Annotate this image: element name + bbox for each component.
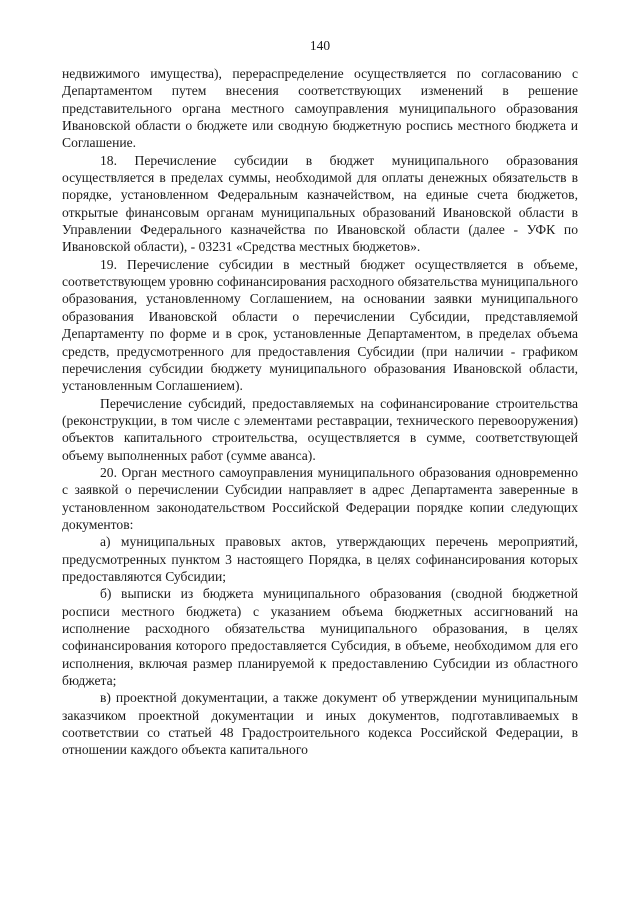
paragraph-item-a: а) муниципальных правовых актов, утверждающих перечень мероприятий, предусмотренных пунктом 3 настоящего Порядка, в целях софинансирования которых предоставляются Субсидии; [62, 534, 578, 584]
paragraph-clause-19: 19. Перечисление субсидии в местный бюджет осуществляется в объеме, соответствующем уровню софинансирования расходного обязательства муниципального образования, установленному Соглашением, на основании заявки муниципального образования Ивановской области о перечислении Субсидии, представляемой Департаменту по форме и в срок, установленные Департаментом, в пределах объема средств, предусмотренного для предоставления Субсидии (при наличии - графиком перечисления субсидии бюджету муниципального образования Ивановской области, установленным Соглашением). [62, 256, 578, 394]
paragraph-clause-18: 18. Перечисление субсидии в бюджет муниципального образования осуществляется в пределах суммы, необходимой для оплаты денежных обязательств в порядке, установленном Федеральным казначейством, на единые счета бюджетов, открытые финансовым органам муниципальных образований Ивановской области в Управлении Федерального казначейства по Ивановской области (далее - УФК по Ивановской области), - 03231 «Средства местных бюджетов». [62, 152, 578, 255]
paragraph-item-b: б) выписки из бюджета муниципального образования (сводной бюджетной росписи местного бюджета) с указанием объема бюджетных ассигнований на исполнение расходного обязательства муниципального образования, в целях софинансирования которого предоставляется Субсидия, в объеме, необходимом для его исполнения, включая размер планируемой к предоставлению Субсидии из областного бюджета; [62, 586, 578, 689]
paragraph-clause-20: 20. Орган местного самоуправления муниципального образования одновременно с заявкой о перечислении Субсидии направляет в адрес Департамента заверенные в установленном законодательством Российской Федерации порядке копии следующих документов: [62, 464, 578, 532]
paragraph-item-v: в) проектной документации, а также документ об утверждении муниципальным заказчиком проектной документации и иных документов, подготавливаемых в соответствии со статьей 48 Градостроительного кодекса Российской Федерации, в отношении каждого объекта капитального [62, 690, 578, 758]
document-body [62, 65, 578, 759]
page-number: 140 [309, 38, 331, 53]
paragraph-continuation: недвижимого имущества), перераспределение осуществляется по согласованию с Департаментом путем внесения соответствующих изменений в решение представительного органа местного самоуправления муниципального образования Ивановской области о бюджете или сводную бюджетную роспись местного бюджета и Соглашение. [62, 66, 578, 151]
paragraph-capital-construction: Перечисление субсидий, предоставляемых на софинансирование строительства (реконструкции, в том числе с элементами реставрации, технического перевооружения) объектов капитального строительства, осуществляется в сумме, соответствующей объему выполненных работ (сумме аванса). [62, 395, 578, 463]
